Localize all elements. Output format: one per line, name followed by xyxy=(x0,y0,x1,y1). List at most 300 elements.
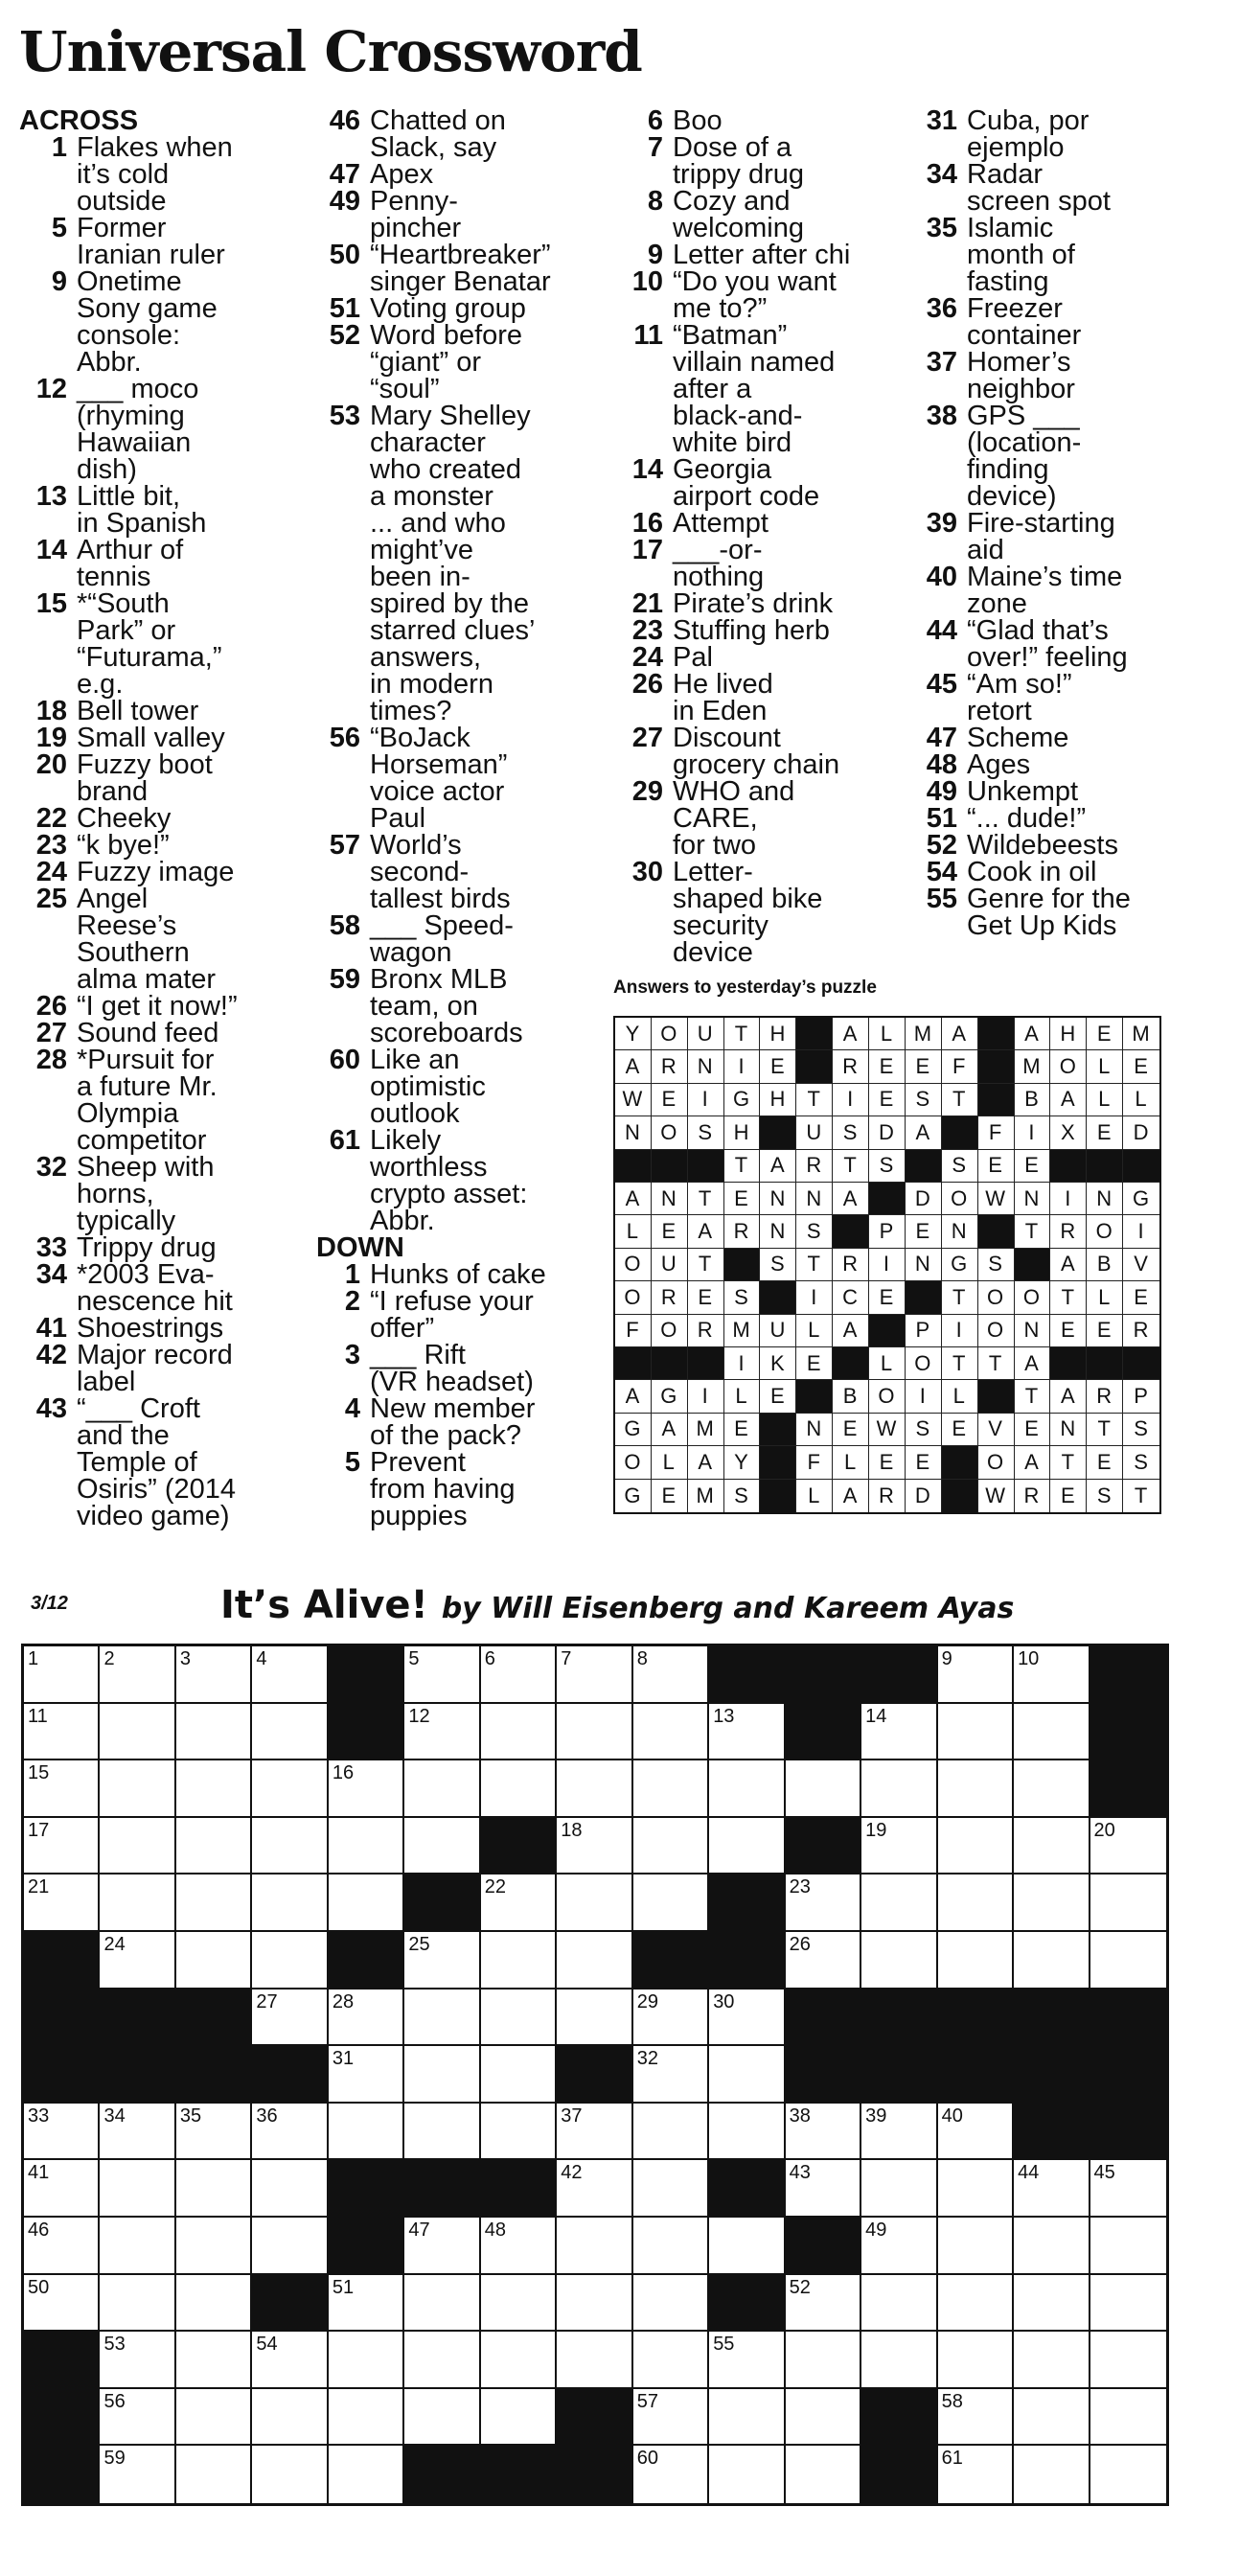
answer-cell: S xyxy=(942,1150,978,1183)
grid-cell[interactable] xyxy=(709,2332,785,2389)
answer-cell: S xyxy=(906,1414,942,1446)
clue-text: “I refuse your offer” xyxy=(370,1286,534,1344)
answer-cell: E xyxy=(1123,1050,1159,1083)
answer-cell: E xyxy=(652,1084,688,1116)
grid-cell[interactable] xyxy=(1014,1646,1090,1704)
grid-cell[interactable] xyxy=(252,1818,328,1875)
grid-cell[interactable] xyxy=(1090,2218,1166,2275)
grid-cell[interactable] xyxy=(709,2446,785,2503)
grid-cell[interactable] xyxy=(100,1818,175,1875)
grid-cell[interactable] xyxy=(481,2389,557,2447)
cell-number: 44 xyxy=(1018,2162,1040,2184)
clue-text: World’s second- tallest birds xyxy=(370,830,511,914)
black-square xyxy=(1014,2104,1090,2161)
grid-cell[interactable] xyxy=(861,2218,937,2275)
black-square xyxy=(709,2160,785,2218)
grid-cell[interactable] xyxy=(100,1646,175,1704)
grid-cell[interactable] xyxy=(252,1646,328,1704)
clue-item xyxy=(316,912,623,966)
grid-cell[interactable] xyxy=(176,2218,252,2275)
cell-number: 12 xyxy=(408,1705,430,1727)
grid-cell[interactable] xyxy=(329,2104,404,2161)
answer-cell: T xyxy=(724,1018,761,1050)
clue-item xyxy=(912,402,1228,510)
cell-number: 49 xyxy=(865,2219,887,2241)
grid-cell[interactable] xyxy=(329,2332,404,2389)
answer-cell: M xyxy=(1123,1018,1159,1050)
clue-text: Shoestrings xyxy=(77,1313,224,1344)
grid-cell[interactable] xyxy=(861,1704,937,1761)
grid-cell[interactable] xyxy=(861,1818,937,1875)
cell-number: 56 xyxy=(103,2390,126,2412)
grid-cell[interactable] xyxy=(633,2104,709,2161)
black-square xyxy=(1014,1990,1090,2047)
grid-cell[interactable] xyxy=(1090,2389,1166,2447)
grid-cell[interactable] xyxy=(481,1704,557,1761)
clue-number: 27 xyxy=(35,1018,67,1048)
grid-cell[interactable] xyxy=(1014,1760,1090,1818)
grid-cell[interactable] xyxy=(633,1760,709,1818)
grid-cell[interactable] xyxy=(786,2446,861,2503)
grid-cell[interactable] xyxy=(1014,2446,1090,2503)
clue-number: 18 xyxy=(35,696,67,726)
grid-cell[interactable] xyxy=(481,2046,557,2104)
answer-cell: T xyxy=(688,1183,724,1215)
grid-cell[interactable] xyxy=(633,2275,709,2333)
grid-cell[interactable] xyxy=(557,1818,632,1875)
grid-cell[interactable] xyxy=(938,2389,1014,2447)
clue-number: 55 xyxy=(926,884,957,914)
grid-cell[interactable] xyxy=(938,2275,1014,2333)
answer-cell: S xyxy=(978,1249,1015,1281)
answer-cell: A xyxy=(1015,1446,1051,1479)
grid-cell[interactable] xyxy=(938,2332,1014,2389)
cell-number: 52 xyxy=(789,2276,811,2298)
grid-cell[interactable] xyxy=(404,1818,480,1875)
grid-cell[interactable] xyxy=(557,2160,632,2218)
black-square xyxy=(329,1932,404,1990)
clue-text: Discount grocery chain xyxy=(673,723,840,780)
answer-cell: N xyxy=(906,1249,942,1281)
grid-cell[interactable] xyxy=(481,1760,557,1818)
grid-cell[interactable] xyxy=(938,2446,1014,2503)
answer-cell: E xyxy=(869,1050,906,1083)
grid-cell[interactable] xyxy=(176,1760,252,1818)
grid-cell[interactable] xyxy=(633,2218,709,2275)
answer-cell: R xyxy=(833,1050,869,1083)
grid-cell[interactable] xyxy=(404,1646,480,1704)
answer-black-square xyxy=(978,1215,1015,1248)
grid-cell[interactable] xyxy=(861,2160,937,2218)
clue-item xyxy=(617,617,905,644)
answer-cell: A xyxy=(688,1215,724,1248)
grid-cell[interactable] xyxy=(24,1818,100,1875)
cell-number: 48 xyxy=(484,2219,507,2241)
cell-number: 3 xyxy=(179,1648,192,1669)
grid-cell[interactable] xyxy=(633,2046,709,2104)
grid-cell[interactable] xyxy=(633,1646,709,1704)
grid-cell[interactable] xyxy=(100,2332,175,2389)
clue-item xyxy=(19,1261,326,1315)
grid-cell[interactable] xyxy=(861,1932,937,1990)
grid-cell[interactable] xyxy=(861,1874,937,1932)
clue-number: 10 xyxy=(631,266,663,297)
grid-cell[interactable] xyxy=(938,1818,1014,1875)
grid-cell[interactable] xyxy=(861,2332,937,2389)
answer-black-square xyxy=(760,1480,796,1512)
cell-number: 7 xyxy=(561,1648,572,1669)
grid-cell[interactable] xyxy=(176,1874,252,1932)
clue-number: 14 xyxy=(35,535,67,565)
grid-cell[interactable] xyxy=(252,2218,328,2275)
grid-cell[interactable] xyxy=(557,1646,632,1704)
clue-number: 5 xyxy=(344,1447,360,1478)
clue-text: GPS ___ (location- finding device) xyxy=(967,401,1082,512)
black-square xyxy=(24,2046,100,2104)
answer-cell: F xyxy=(615,1315,652,1347)
cell-number: 50 xyxy=(28,2276,50,2298)
grid-cell[interactable] xyxy=(100,2160,175,2218)
grid-cell[interactable] xyxy=(404,1932,480,1990)
grid-cell[interactable] xyxy=(252,2389,328,2447)
grid-cell[interactable] xyxy=(709,1990,785,2047)
grid-cell[interactable] xyxy=(786,1932,861,1990)
answer-black-square xyxy=(652,1150,688,1183)
black-square xyxy=(786,1990,861,2047)
clue-text: ___ moco (rhyming Hawaiian dish) xyxy=(77,374,199,485)
grid-cell[interactable] xyxy=(938,1932,1014,1990)
grid-cell[interactable] xyxy=(176,1704,252,1761)
answer-cell: M xyxy=(724,1315,761,1347)
grid-cell[interactable] xyxy=(404,1990,480,2047)
grid-cell[interactable] xyxy=(176,1646,252,1704)
grid-cell[interactable] xyxy=(557,2218,632,2275)
answer-black-square xyxy=(760,1281,796,1314)
clue-text: Fire-starting aid xyxy=(967,508,1115,565)
clue-number: 54 xyxy=(926,857,957,887)
grid-cell[interactable] xyxy=(252,1990,328,2047)
grid-cell[interactable] xyxy=(100,1932,175,1990)
answer-cell: E xyxy=(869,1446,906,1479)
clue-number: 13 xyxy=(35,481,67,512)
clue-text: “Batman” villain named after a black-and- white bird xyxy=(673,320,836,458)
grid-cell[interactable] xyxy=(404,2275,480,2333)
grid-cell[interactable] xyxy=(786,2160,861,2218)
grid-cell[interactable] xyxy=(252,2104,328,2161)
grid-cell[interactable] xyxy=(1090,1932,1166,1990)
grid-cell[interactable] xyxy=(329,2046,404,2104)
grid-cell[interactable] xyxy=(100,1760,175,1818)
clue-item xyxy=(19,993,326,1020)
grid-cell[interactable] xyxy=(24,1704,100,1761)
grid-cell[interactable] xyxy=(557,1990,632,2047)
answers-grid xyxy=(613,1016,1161,1514)
cell-number: 1 xyxy=(28,1648,39,1669)
grid-cell[interactable] xyxy=(1014,1874,1090,1932)
grid-cell[interactable] xyxy=(252,2160,328,2218)
grid-cell[interactable] xyxy=(100,2275,175,2333)
grid-cell[interactable] xyxy=(557,1704,632,1761)
grid-cell[interactable] xyxy=(100,1704,175,1761)
grid-cell[interactable] xyxy=(176,2275,252,2333)
grid-cell[interactable] xyxy=(1090,2332,1166,2389)
grid-cell[interactable] xyxy=(1014,1818,1090,1875)
answer-cell: E xyxy=(1015,1414,1051,1446)
clue-number: 23 xyxy=(35,830,67,861)
grid-cell[interactable] xyxy=(709,1760,785,1818)
grid-cell[interactable] xyxy=(557,1874,632,1932)
grid-cell[interactable] xyxy=(252,1932,328,1990)
grid-cell[interactable] xyxy=(24,1646,100,1704)
clue-number: 51 xyxy=(329,293,360,324)
clue-item xyxy=(316,966,623,1046)
grid-cell[interactable] xyxy=(786,2389,861,2447)
grid-cell[interactable] xyxy=(633,2160,709,2218)
grid-cell[interactable] xyxy=(24,2104,100,2161)
down-heading: DOWN xyxy=(316,1232,404,1263)
grid-cell[interactable] xyxy=(557,2275,632,2333)
black-square xyxy=(24,2446,100,2503)
grid-cell[interactable] xyxy=(1090,2160,1166,2218)
answer-cell: E xyxy=(796,1347,833,1380)
grid-cell[interactable] xyxy=(404,1704,480,1761)
grid-cell[interactable] xyxy=(404,2104,480,2161)
grid-cell[interactable] xyxy=(938,1704,1014,1761)
grid-cell[interactable] xyxy=(329,2389,404,2447)
grid-cell[interactable] xyxy=(100,2389,175,2447)
grid-cell[interactable] xyxy=(404,2389,480,2447)
grid-cell[interactable] xyxy=(24,2275,100,2333)
grid-cell[interactable] xyxy=(861,2104,937,2161)
clue-item xyxy=(316,402,623,724)
grid-cell[interactable] xyxy=(709,2218,785,2275)
grid-cell[interactable] xyxy=(24,1760,100,1818)
grid-cell[interactable] xyxy=(404,2332,480,2389)
grid-cell[interactable] xyxy=(481,1874,557,1932)
answer-black-square xyxy=(869,1183,906,1215)
grid-cell[interactable] xyxy=(176,2446,252,2503)
grid-cell[interactable] xyxy=(176,2332,252,2389)
grid-cell[interactable] xyxy=(252,2446,328,2503)
grid-cell[interactable] xyxy=(1090,1874,1166,1932)
answer-cell: A xyxy=(615,1183,652,1215)
grid-cell[interactable] xyxy=(1014,1704,1090,1761)
grid-cell[interactable] xyxy=(481,2104,557,2161)
grid-cell[interactable] xyxy=(329,1760,404,1818)
grid-cell[interactable] xyxy=(329,1818,404,1875)
black-square xyxy=(24,2389,100,2447)
grid-cell[interactable] xyxy=(1014,1932,1090,1990)
grid-cell[interactable] xyxy=(633,2446,709,2503)
grid-cell[interactable] xyxy=(861,1760,937,1818)
answer-cell: O xyxy=(978,1281,1015,1314)
grid-cell[interactable] xyxy=(1090,2446,1166,2503)
grid-cell[interactable] xyxy=(633,1874,709,1932)
answer-cell: F xyxy=(796,1446,833,1479)
grid-cell[interactable] xyxy=(633,2332,709,2389)
answer-cell: B xyxy=(1015,1084,1051,1116)
grid-cell[interactable] xyxy=(329,1990,404,2047)
answer-cell: N xyxy=(796,1183,833,1215)
cell-number: 32 xyxy=(636,2048,658,2070)
answer-cell: Y xyxy=(615,1018,652,1050)
clue-number: 49 xyxy=(926,776,957,807)
grid-cell[interactable] xyxy=(100,1874,175,1932)
answer-cell: S xyxy=(724,1281,761,1314)
answer-cell: G xyxy=(652,1380,688,1413)
grid-cell[interactable] xyxy=(786,2275,861,2333)
grid-cell[interactable] xyxy=(404,2218,480,2275)
grid-cell[interactable] xyxy=(1090,1818,1166,1875)
grid-cell[interactable] xyxy=(481,2275,557,2333)
answer-cell: E xyxy=(1123,1281,1159,1314)
grid-cell[interactable] xyxy=(329,2446,404,2503)
grid-cell[interactable] xyxy=(557,1760,632,1818)
grid-cell[interactable] xyxy=(709,2104,785,2161)
clue-text: Scheme xyxy=(967,723,1069,753)
grid-cell[interactable] xyxy=(938,2104,1014,2161)
cell-number: 34 xyxy=(103,2104,126,2127)
grid-cell[interactable] xyxy=(404,1760,480,1818)
grid-cell[interactable] xyxy=(481,1646,557,1704)
grid-cell[interactable] xyxy=(1014,2275,1090,2333)
answer-cell: S xyxy=(724,1480,761,1512)
grid-cell[interactable] xyxy=(557,2332,632,2389)
clue-item xyxy=(19,376,326,483)
grid-cell[interactable] xyxy=(633,1990,709,2047)
clue-number: 14 xyxy=(631,454,663,485)
grid-cell[interactable] xyxy=(329,2275,404,2333)
answer-cell: I xyxy=(688,1380,724,1413)
grid-cell[interactable] xyxy=(786,1874,861,1932)
clue-text: Maine’s time zone xyxy=(967,562,1123,619)
grid-cell[interactable] xyxy=(938,2160,1014,2218)
grid-cell[interactable] xyxy=(633,1704,709,1761)
answer-cell: T xyxy=(978,1347,1015,1380)
answer-black-square xyxy=(1087,1347,1123,1380)
grid-cell[interactable] xyxy=(938,1760,1014,1818)
grid-cell[interactable] xyxy=(633,1818,709,1875)
clue-item xyxy=(912,161,1228,215)
grid-cell[interactable] xyxy=(252,1704,328,1761)
grid-cell[interactable] xyxy=(557,2104,632,2161)
grid-cell[interactable] xyxy=(24,2160,100,2218)
clue-item xyxy=(316,1342,623,1395)
answer-black-square xyxy=(978,1050,1015,1083)
answer-cell: U xyxy=(796,1116,833,1149)
grid-cell[interactable] xyxy=(633,2389,709,2447)
grid-cell[interactable] xyxy=(709,1818,785,1875)
clue-item xyxy=(316,188,623,242)
grid-cell[interactable] xyxy=(861,2275,937,2333)
answer-cell: N xyxy=(1050,1414,1087,1446)
grid-cell[interactable] xyxy=(176,2389,252,2447)
answer-cell: C xyxy=(833,1281,869,1314)
black-square xyxy=(329,1704,404,1761)
clue-number: 40 xyxy=(926,562,957,592)
answer-cell: M xyxy=(688,1414,724,1446)
grid-cell[interactable] xyxy=(252,2332,328,2389)
grid-cell[interactable] xyxy=(709,2389,785,2447)
grid-cell[interactable] xyxy=(176,2104,252,2161)
puzzle-date: 3/12 xyxy=(31,1593,68,1614)
grid-cell[interactable] xyxy=(100,2446,175,2503)
grid-cell[interactable] xyxy=(1014,2389,1090,2447)
answer-cell: L xyxy=(796,1480,833,1512)
grid-cell[interactable] xyxy=(404,2046,480,2104)
clue-column-1 xyxy=(19,107,326,1530)
grid-cell[interactable] xyxy=(24,2218,100,2275)
grid-cell[interactable] xyxy=(1014,2332,1090,2389)
grid-cell[interactable] xyxy=(709,1704,785,1761)
clue-text: Like an optimistic outlook xyxy=(370,1045,486,1129)
grid-cell[interactable] xyxy=(1014,2218,1090,2275)
clue-item xyxy=(19,215,326,268)
grid-cell[interactable] xyxy=(176,2160,252,2218)
answer-black-square xyxy=(724,1249,761,1281)
clue-text: Wildebeests xyxy=(967,830,1118,861)
grid-cell[interactable] xyxy=(1014,2160,1090,2218)
clue-number: 51 xyxy=(926,803,957,834)
clue-number: 49 xyxy=(329,186,360,217)
clue-number: 35 xyxy=(926,213,957,243)
answer-cell: R xyxy=(724,1215,761,1248)
grid-cell[interactable] xyxy=(786,1760,861,1818)
clue-number: 43 xyxy=(35,1393,67,1424)
grid-cell[interactable] xyxy=(786,2332,861,2389)
grid-cell[interactable] xyxy=(24,1874,100,1932)
grid-cell[interactable] xyxy=(1090,2275,1166,2333)
answer-cell: W xyxy=(869,1414,906,1446)
grid-cell[interactable] xyxy=(176,1932,252,1990)
answer-black-square xyxy=(1087,1150,1123,1183)
grid-cell[interactable] xyxy=(557,1932,632,1990)
grid-cell[interactable] xyxy=(786,2104,861,2161)
answer-black-square xyxy=(833,1215,869,1248)
clue-item xyxy=(19,698,326,724)
grid-cell[interactable] xyxy=(938,2218,1014,2275)
black-square xyxy=(861,2389,937,2447)
clue-number: 24 xyxy=(35,857,67,887)
clue-number: 26 xyxy=(35,991,67,1022)
answer-cell: P xyxy=(869,1215,906,1248)
grid-cell[interactable] xyxy=(252,1874,328,1932)
grid-cell[interactable] xyxy=(252,1760,328,1818)
answer-black-square xyxy=(615,1347,652,1380)
grid-cell[interactable] xyxy=(176,1818,252,1875)
grid-cell[interactable] xyxy=(938,1874,1014,1932)
answer-cell: A xyxy=(1050,1380,1087,1413)
black-square xyxy=(557,2046,632,2104)
grid-cell[interactable] xyxy=(938,1646,1014,1704)
grid-cell[interactable] xyxy=(481,2332,557,2389)
grid-cell[interactable] xyxy=(481,2218,557,2275)
grid-cell[interactable] xyxy=(709,2046,785,2104)
clue-text: Cheeky xyxy=(77,803,172,834)
answer-cell: U xyxy=(760,1315,796,1347)
black-square xyxy=(24,1932,100,1990)
puzzle-title-block xyxy=(220,1583,1014,1627)
grid-cell[interactable] xyxy=(100,2218,175,2275)
grid-cell[interactable] xyxy=(481,1990,557,2047)
answers-title: Answers to yesterday’s puzzle xyxy=(613,978,877,998)
answer-cell: D xyxy=(906,1183,942,1215)
answer-cell: O xyxy=(652,1018,688,1050)
answer-cell: E xyxy=(1087,1446,1123,1479)
grid-cell[interactable] xyxy=(100,2104,175,2161)
grid-cell[interactable] xyxy=(329,1874,404,1932)
grid-cell[interactable] xyxy=(481,1932,557,1990)
